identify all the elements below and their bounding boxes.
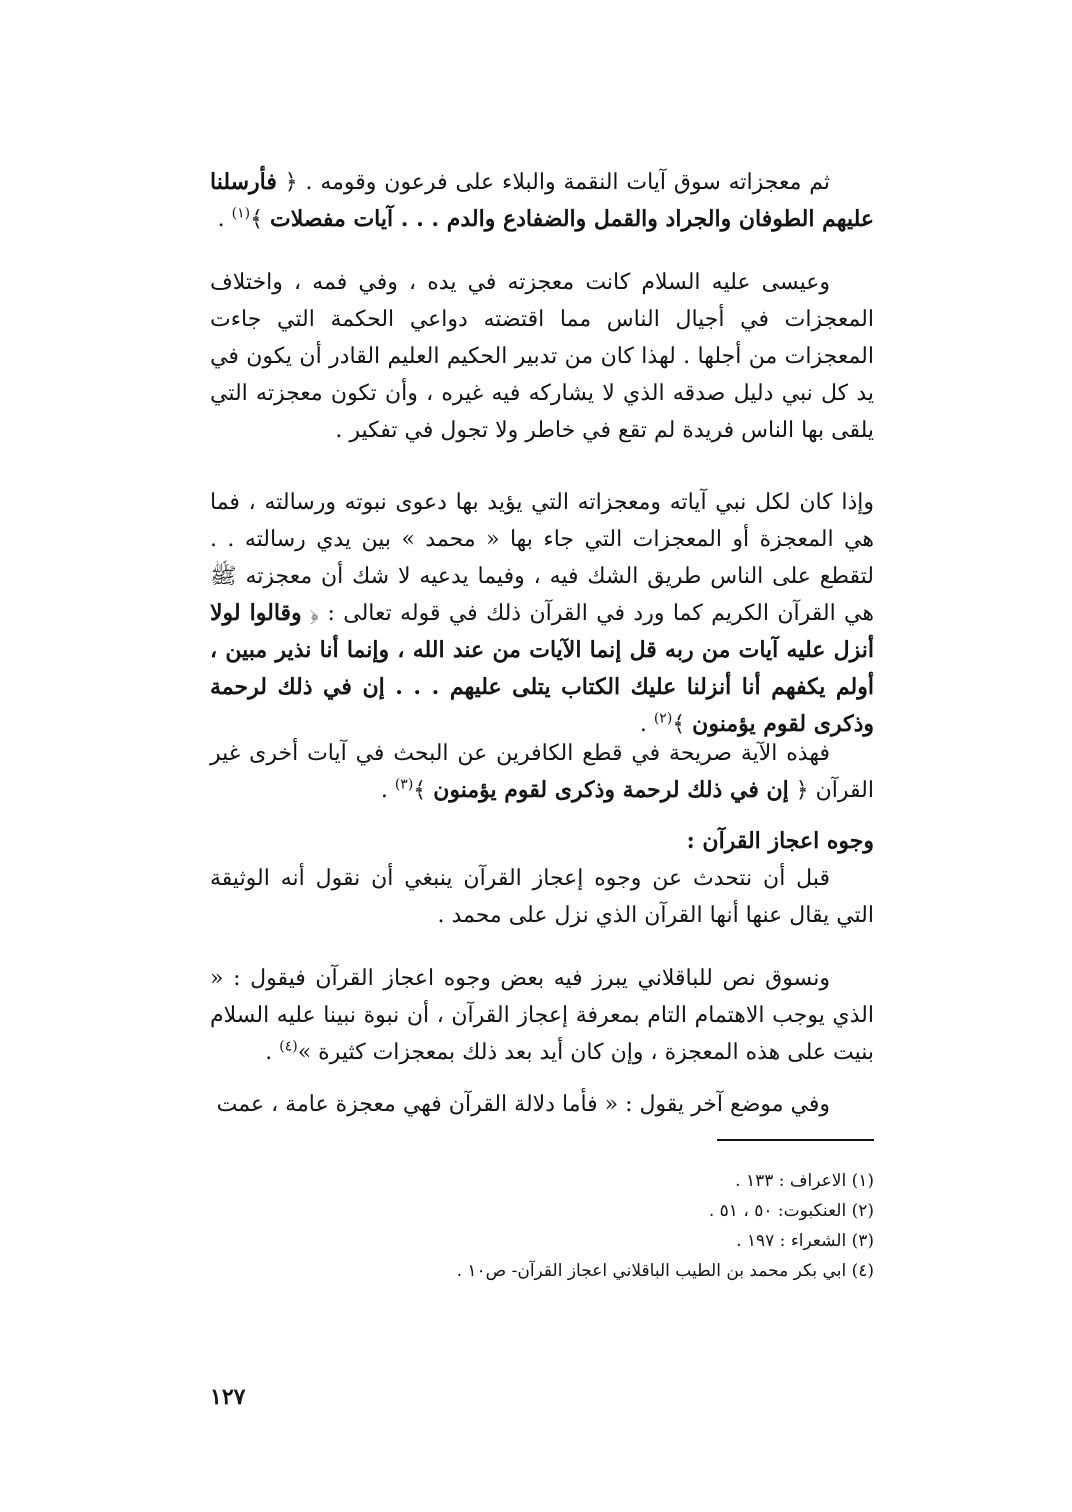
paragraph-muhammad-miracle	[210, 484, 874, 743]
footnote-marker-2: (٢)	[653, 710, 673, 727]
verse-close-bracket: ﴾	[250, 207, 270, 232]
paragraph-baqillani-quote	[210, 960, 874, 1071]
footnote-3: (٣) الشعراء : ١٩٧ .	[736, 1231, 874, 1251]
paragraph-isa-miracle: وعيسى عليه السلام كانت معجزته في يده ، وفي فمه ، واختلاف المعجزات في أجيال الناس مما اقتضته دواعي الحكمة التي جاءت المعجزات من أجلها . لهذا كان من تدبير الحكيم العليم القادر أن يكون في يد كل نبي دليل صدقه الذي لا يشاركه فيه غيره ، وأن تكون معجزته التي يلقى بها الناس فريدة لم تقع في خاطر ولا تجول في تفكير .	[210, 270, 874, 443]
footnote-4: (٤) ابي بكر محمد بن الطيب الباقلاني اعجاز القرآن- ص١٠ .	[456, 1261, 874, 1281]
footnote-2: (٢) العنكبوت: ٥٠ ، ٥١ .	[708, 1201, 874, 1221]
footnotes-list	[300, 1166, 874, 1286]
paragraph-text: وإذا كان لكل نبي آياته ومعجزاته التي يؤيد بها دعوى نبوته ورسالته ، فما هي المعجزة أو المعجزات التي جاء بها « محمد » بين يدي رسالته . . لتقطع على الناس طريق الشك فيه ، وفيما يدعيه لا شك أن معجزته ﷺ هي القرآن الكريم كما ورد في القرآن ذلك في قوله تعالى : ﴿	[210, 490, 874, 626]
page-number: ١٢٧	[210, 1384, 246, 1410]
paragraph-text: ثم معجزاته سوق آيات النقمة والبلاء على فرعون وقومه . ﴿	[276, 170, 830, 195]
quran-verse: إن في ذلك لرحمة وذكرى لقوم يؤمنون	[433, 777, 789, 803]
footnote-marker-3: (٣)	[394, 776, 414, 793]
section-heading: وجوه اعجاز القرآن :	[686, 828, 874, 854]
paragraph-text: ونسوق نص للباقلاني يبرز فيه بعض وجوه اعجاز القرآن فيقول : « الذي يوجب الاهتمام التام بمعرفة إعجاز القرآن ، أن نبوة نبينا عليه السلام بنيت على هذه المعجزة ، وإن كان أيد بعد ذلك بمعجزات كثيرة »	[210, 966, 874, 1065]
paragraph-explicit-verse	[210, 735, 874, 809]
paragraph-text: فهذه الآية صريحة في قطع الكافرين عن البحث في آيات أخرى غير القرآن ﴿	[210, 741, 874, 803]
paragraph-end: .	[639, 712, 654, 737]
footnote-marker-4: (٤)	[279, 1038, 298, 1055]
quran-verse: فأرسلنا عليهم الطوفان والجراد والقمل والضفادع والدم . . . آيات مفصلات	[210, 169, 874, 232]
footnote-divider	[717, 1139, 874, 1141]
paragraph-pharaoh-signs	[210, 164, 874, 238]
paragraph-end: .	[265, 1040, 280, 1065]
paragraph-end: .	[380, 778, 395, 803]
paragraph-another-place: وفي موضع آخر يقول : « فأما دلالة القرآن فهي معجزة عامة ، عمت	[216, 1092, 830, 1117]
verse-close-bracket: ﴾	[413, 778, 434, 803]
paragraph-end: .	[217, 207, 232, 232]
quran-verse: وقالوا لولا أنزل عليه آيات من ربه قل إنما الآيات من عند الله ، وإنما أنا نذير مبين ، أولم يكفهم أنا أنزلنا عليك الكتاب يتلى عليهم . . . إن في ذلك لرحمة وذكرى لقوم يؤمنون	[210, 600, 874, 737]
footnote-marker-1: (١)	[231, 205, 251, 222]
footnote-1: (١) الاعراف : ١٣٣ .	[735, 1171, 874, 1191]
paragraph-intro-inimitability: قبل أن نتحدث عن وجوه إعجاز القرآن ينبغي أن نقول أنه الوثيقة التي يقال عنها أنها القرآن الذي نزل على محمد .	[210, 866, 874, 928]
verse-close-bracket: ﴾	[672, 712, 693, 737]
